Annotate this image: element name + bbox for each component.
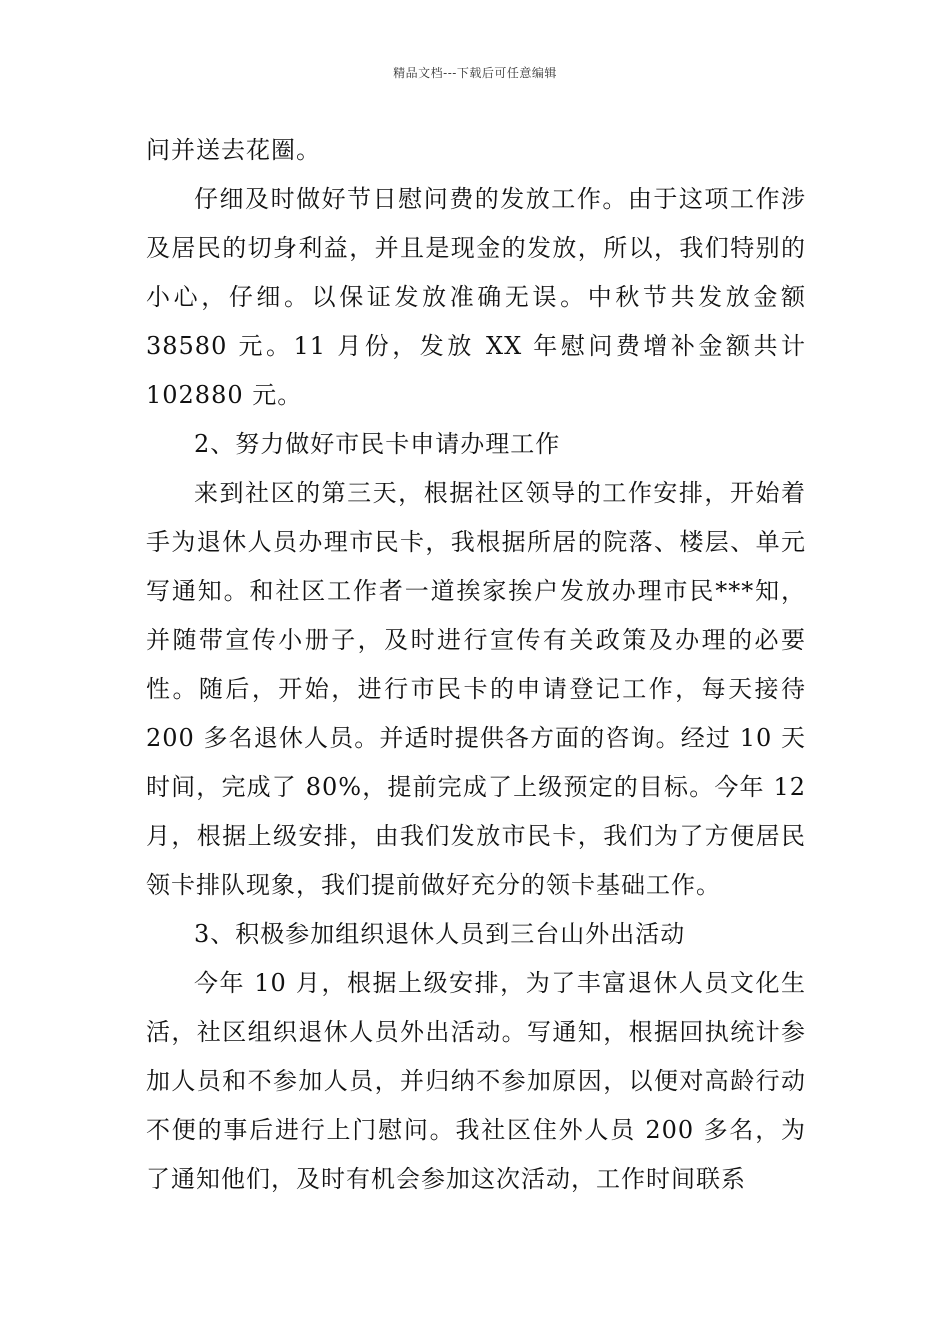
section-heading-outing: 3、积极参加组织退休人员到三台山外出活动 [194,920,686,948]
page-header: 精品文档---下载后可任意编辑 [393,66,557,80]
document-body [146,126,806,1204]
paragraph-continuation: 问并送去花圈。 [146,136,321,164]
section-heading-citizen-card: 2、努力做好市民卡申请办理工作 [194,430,561,458]
paragraph-outing: 今年 10 月，根据上级安排，为了丰富退休人员文化生活，社区组织退休人员外出活动。写通知，根据回执统计参加人员和不参加人员，并归纳不参加原因，以便对高龄行动不便的事后进行上门慰问。我社区住外人员 200 多名，为了通知他们，及时有机会参加这次活动，工作时间联系 [146,969,806,1193]
paragraph-holiday-subsidy: 仔细及时做好节日慰问费的发放工作。由于这项工作涉及居民的切身利益，并且是现金的发放，所以，我们特别的小心，仔细。以保证发放准确无误。中秋节共发放金额 38580 元。11 月份，发放 XX 年慰问费增补金额共计 102880 元。 [146,185,806,409]
paragraph-citizen-card: 来到社区的第三天，根据社区领导的工作安排，开始着手为退休人员办理市民卡，我根据所居的院落、楼层、单元写通知。和社区工作者一道挨家挨户发放办理市民***知，并随带宣传小册子，及时进行宣传有关政策及办理的必要性。随后，开始，进行市民卡的申请登记工作，每天接待 200 多名退休人员。并适时提供各方面的咨询。经过 10 天时间，完成了 80%，提前完成了上级预定的目标。今年 12 月，根据上级安排，由我们发放市民卡，我们为了方便居民领卡排队现象，我们提前做好充分的领卡基础工作。 [146,479,806,899]
